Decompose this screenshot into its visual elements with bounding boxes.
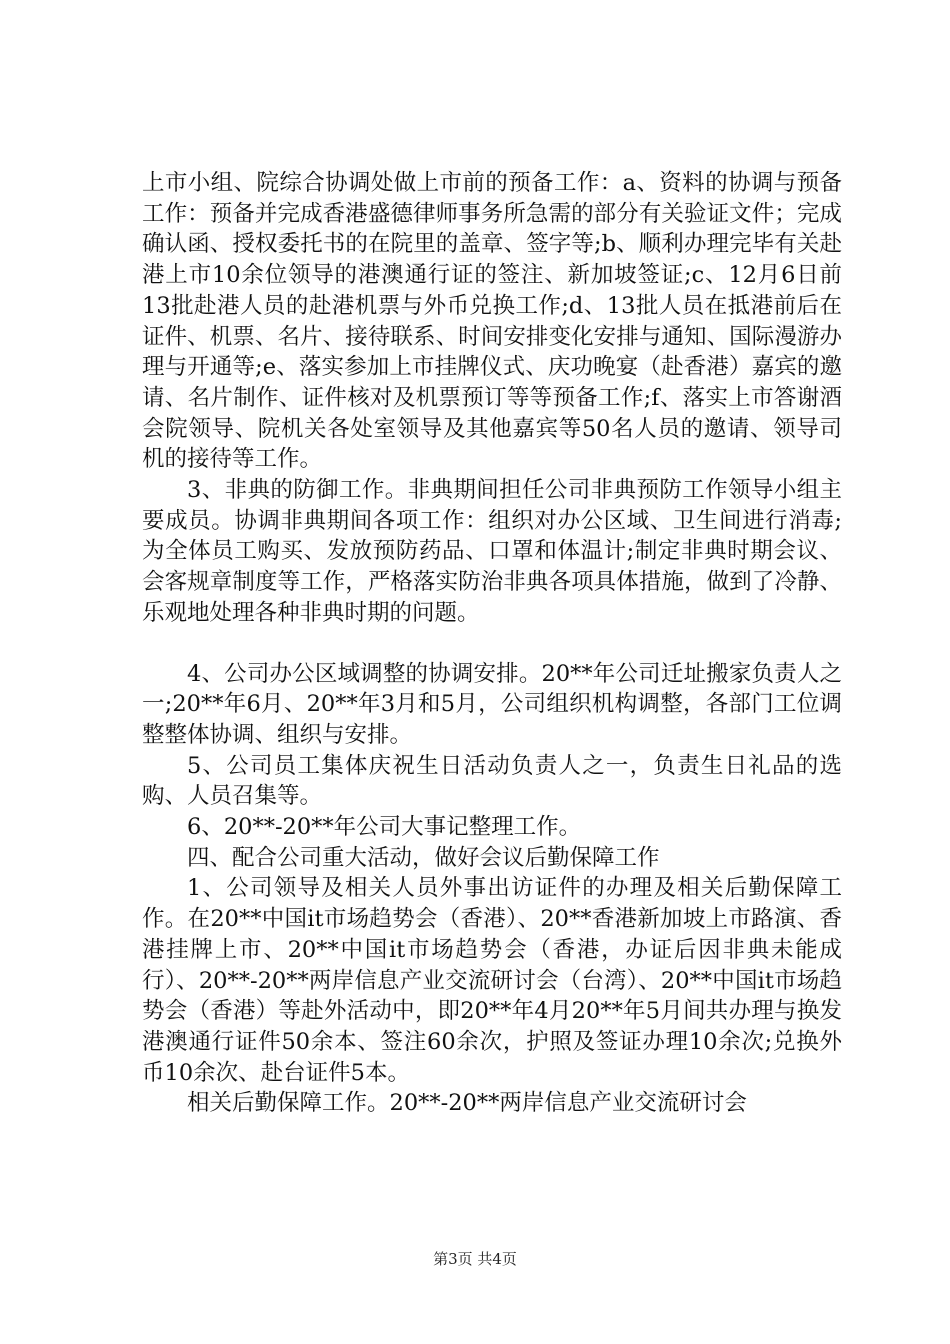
paragraph-birthday-events: 5、公司员工集体庆祝生日活动负责人之一，负责生日礼品的选购、人员召集等。 [142,752,842,810]
section-heading-logistics: 四、配合公司重大活动，做好会议后勤保障工作 [187,844,660,871]
document-body [142,168,842,1119]
paragraph-logistics-support: 相关后勤保障工作。20**-20**两岸信息产业交流研讨会 [187,1090,747,1117]
paragraph-travel-documents: 1、公司领导及相关人员外事出访证件的办理及相关后勤保障工作。在20**中国it市场趋势会（香港）、20**香港新加坡上市路演、香港挂牌上市、20**中国it市场趋势会（香港，办证后因非典未能成行）、20**-20**两岸信息产业交流研讨会（台湾）、20**中国it市场趋势会（香港）等赴外活动中，即20**年4月20**年5月间共办理与换发港澳通行证件50余本、签注60余次，护照及签证办理10余次;兑换外币10余次、赴台证件5本。 [142,875,842,1086]
page-footer: 第3页 共4页 [433,1250,517,1268]
paragraph-office-relocation: 4、公司办公区域调整的协调安排。20**年公司迁址搬家负责人之一;20**年6月、20**年3月和5月，公司组织机构调整，各部门工位调整整体协调、组织与安排。 [142,660,842,748]
paragraph-chronicle: 6、20**-20**年公司大事记整理工作。 [187,814,582,841]
paragraph-sars-prevention: 3、非典的防御工作。非典期间担任公司非典预防工作领导小组主要成员。协调非典期间各项工作：组织对办公区域、卫生间进行消毒;为全体员工购买、发放预防药品、口罩和体温计;制定非典时期会议、会客规章制度等工作，严格落实防治非典各项具体措施，做到了冷静、乐观地处理各种非典时期的问题。 [142,477,842,626]
paragraph-spacer [142,629,842,659]
paragraph-listing-prep: 上市小组、院综合协调处做上市前的预备工作：a、资料的协调与预备工作：预备并完成香港盛德律师事务所急需的部分有关验证文件；完成确认函、授权委托书的在院里的盖章、签字等;b、顺利办理完毕有关赴港上市10余位领导的港澳通行证的签注、新加坡签证;c、12月6日前13批赴港人员的赴港机票与外币兑换工作;d、13批人员在抵港前后在证件、机票、名片、接待联系、时间安排变化安排与通知、国际漫游办理与开通等;e、落实参加上市挂牌仪式、庆功晚宴（赴香港）嘉宾的邀请、名片制作、证件核对及机票预订等等预备工作;f、落实上市答谢酒会院领导、院机关各处室领导及其他嘉宾等50名人员的邀请、领导司机的接待等工作。 [142,170,842,473]
